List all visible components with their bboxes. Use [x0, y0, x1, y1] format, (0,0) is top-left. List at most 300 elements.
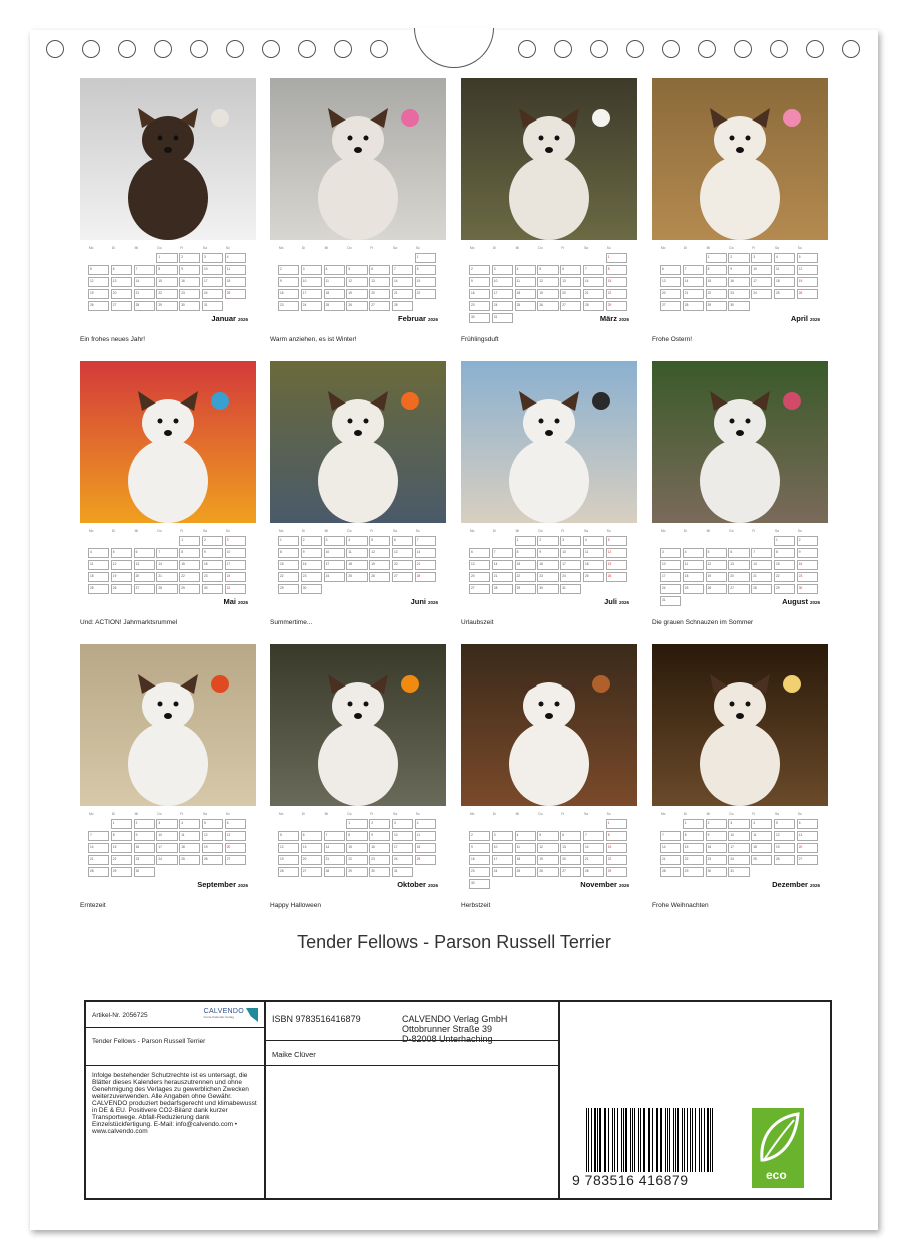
weekday-label: Di — [111, 812, 115, 816]
day-cell: 21 — [583, 289, 604, 299]
day-cell: 13 — [660, 277, 681, 287]
month-year: 2026 — [427, 883, 438, 888]
day-cell: 25 — [774, 289, 795, 299]
day-cell: 20 — [111, 289, 132, 299]
product-title-row — [86, 1028, 264, 1066]
day-cell: 9 — [278, 277, 299, 287]
day-cell: 15 — [606, 277, 627, 287]
day-cell: 28 — [134, 301, 155, 311]
day-cell: 16 — [728, 277, 749, 287]
weekday-label: Sa — [774, 529, 779, 533]
binding-ring — [662, 40, 680, 58]
day-cell: 16 — [179, 277, 200, 287]
day-cell: 6 — [728, 548, 749, 558]
empty-day-cell — [134, 253, 155, 263]
weekday-label: Mi — [706, 529, 710, 533]
binding-ring — [554, 40, 572, 58]
day-cell: 26 — [346, 301, 367, 311]
empty-day-cell — [469, 819, 490, 829]
month-year: 2026 — [427, 317, 438, 322]
day-cell: 13 — [728, 560, 749, 570]
weekday-label: Mo — [470, 246, 475, 250]
empty-day-cell — [683, 253, 704, 263]
weekday-label: Mi — [706, 812, 710, 816]
day-cell: 11 — [515, 843, 536, 853]
binding-ring — [734, 40, 752, 58]
day-cell: 21 — [683, 289, 704, 299]
day-cell: 16 — [301, 560, 322, 570]
binding-ring — [154, 40, 172, 58]
empty-day-cell — [346, 253, 367, 263]
weekday-label: Sa — [392, 529, 397, 533]
day-cell: 9 — [537, 548, 558, 558]
month-name — [791, 314, 820, 323]
month-name-text: Juni — [410, 597, 426, 606]
month-caption: Frohe Weihnachten — [652, 902, 709, 909]
day-cell: 9 — [706, 831, 727, 841]
day-cell: 18 — [179, 843, 200, 853]
day-cell: 8 — [706, 265, 727, 275]
month-caption: Erntezeit — [80, 902, 106, 909]
barcode-bar — [667, 1108, 668, 1172]
day-cell: 14 — [392, 277, 413, 287]
day-cell: 18 — [515, 855, 536, 865]
calvendo-logo — [204, 1008, 244, 1019]
publisher-line: Ottobrunner Straße 39 — [402, 1024, 493, 1034]
day-cell: 27 — [111, 301, 132, 311]
day-cell: 19 — [797, 277, 818, 287]
weekday-label: Fr — [561, 812, 565, 816]
day-cell: 28 — [88, 867, 109, 877]
binding-ring — [226, 40, 244, 58]
day-cell: 19 — [369, 560, 390, 570]
barcode-bar — [614, 1108, 615, 1172]
day-cell: 8 — [606, 831, 627, 841]
barcode-bar — [704, 1108, 705, 1172]
isbn: ISBN 9783516416879 — [272, 1014, 361, 1024]
weekday-label: Mo — [89, 812, 94, 816]
day-cell: 5 — [537, 265, 558, 275]
weekday-label: Sa — [583, 812, 588, 816]
day-cell: 23 — [537, 572, 558, 582]
eco-badge — [752, 1108, 804, 1188]
weekday-label: Mi — [706, 246, 710, 250]
weekday-label: Do — [729, 529, 734, 533]
day-cell: 24 — [156, 855, 177, 865]
month-caption: Und: ACTION! Jahrmarktsrummel — [80, 619, 178, 626]
empty-day-cell — [560, 819, 581, 829]
day-cell: 6 — [560, 265, 581, 275]
month-name — [580, 880, 629, 889]
empty-day-cell — [515, 819, 536, 829]
day-cell: 11 — [179, 831, 200, 841]
day-cell: 25 — [751, 855, 772, 865]
weekday-label: So — [415, 812, 420, 816]
day-cell: 17 — [202, 277, 223, 287]
day-cell: 28 — [324, 867, 345, 877]
weekday-label: Mo — [470, 812, 475, 816]
weekday-label: Fr — [180, 529, 184, 533]
day-cell: 8 — [515, 548, 536, 558]
day-cell: 4 — [324, 265, 345, 275]
day-cell: 2 — [301, 536, 322, 546]
day-cell: 15 — [346, 843, 367, 853]
weekday-label: Mo — [279, 246, 284, 250]
barcode-bar — [656, 1108, 657, 1172]
day-cell: 9 — [369, 831, 390, 841]
day-cell: 30 — [469, 313, 490, 323]
weekday-label: Sa — [202, 529, 207, 533]
day-cell: 13 — [560, 277, 581, 287]
month-calendar-grid — [88, 246, 248, 313]
day-cell: 31 — [492, 313, 513, 323]
day-cell: 27 — [134, 584, 155, 594]
publisher-line: D-82008 Unterhaching — [402, 1034, 493, 1044]
month-year: 2026 — [809, 883, 820, 888]
weekday-label: Mo — [661, 246, 666, 250]
month-name — [411, 597, 438, 606]
day-cell: 15 — [683, 843, 704, 853]
day-cell: 7 — [156, 548, 177, 558]
month-calendar-grid — [278, 812, 438, 879]
empty-day-cell — [111, 253, 132, 263]
day-cell: 20 — [369, 289, 390, 299]
day-cell: 16 — [202, 560, 223, 570]
barcode-bar — [677, 1108, 679, 1172]
barcode-bar — [699, 1108, 701, 1172]
day-cell: 21 — [492, 572, 513, 582]
barcode-bar — [634, 1108, 635, 1172]
day-cell: 29 — [606, 301, 627, 311]
day-cell: 25 — [346, 572, 367, 582]
weekday-label: Mo — [470, 529, 475, 533]
barcode-bar — [648, 1108, 649, 1172]
day-cell: 3 — [728, 819, 749, 829]
barcode-bar — [690, 1108, 691, 1172]
weekday-label: Fr — [370, 529, 374, 533]
day-cell: 10 — [560, 548, 581, 558]
day-cell: 20 — [797, 843, 818, 853]
day-cell: 30 — [537, 584, 558, 594]
dogs-summer-garden-photo — [652, 361, 828, 523]
day-cell: 28 — [156, 584, 177, 594]
month-year: 2026 — [237, 317, 248, 322]
day-cell: 27 — [728, 584, 749, 594]
day-cell: 31 — [560, 584, 581, 594]
month-name-text: September — [197, 880, 236, 889]
weekday-label: Do — [729, 812, 734, 816]
binding-ring — [842, 40, 860, 58]
day-cell: 21 — [324, 855, 345, 865]
day-cell: 18 — [751, 843, 772, 853]
day-cell: 25 — [515, 301, 536, 311]
day-cell: 8 — [415, 265, 436, 275]
binding-ring — [118, 40, 136, 58]
day-cell: 27 — [560, 301, 581, 311]
weekday-label: Do — [729, 246, 734, 250]
empty-day-cell — [751, 536, 772, 546]
day-cell: 29 — [774, 584, 795, 594]
barcode-bar — [673, 1108, 674, 1172]
day-cell: 3 — [202, 253, 223, 263]
imprint-box — [84, 1000, 832, 1200]
day-cell: 6 — [660, 265, 681, 275]
day-cell: 27 — [392, 572, 413, 582]
weekday-label: Mo — [279, 812, 284, 816]
day-cell: 5 — [346, 265, 367, 275]
day-cell: 5 — [797, 253, 818, 263]
day-cell: 25 — [225, 289, 246, 299]
day-cell: 1 — [606, 253, 627, 263]
month-caption: Frohe Ostern! — [652, 336, 693, 343]
day-cell: 24 — [202, 289, 223, 299]
month-caption: Ein frohes neues Jahr! — [80, 336, 146, 343]
dog-pink-hat-photo — [270, 78, 446, 240]
day-cell: 13 — [225, 831, 246, 841]
day-cell: 9 — [202, 548, 223, 558]
day-cell: 10 — [728, 831, 749, 841]
day-cell: 1 — [346, 819, 367, 829]
day-cell: 2 — [537, 536, 558, 546]
day-cell: 16 — [369, 843, 390, 853]
day-cell: 28 — [583, 301, 604, 311]
weekday-label: Di — [301, 812, 305, 816]
day-cell: 15 — [156, 277, 177, 287]
day-cell: 20 — [728, 572, 749, 582]
day-cell: 28 — [492, 584, 513, 594]
empty-day-cell — [392, 253, 413, 263]
weekday-label: So — [797, 812, 802, 816]
day-cell: 8 — [774, 548, 795, 558]
weekday-label: Di — [301, 529, 305, 533]
calvendo-logo-subtext: Kunst-Kalender-Verlag — [203, 1015, 234, 1019]
day-cell: 12 — [537, 277, 558, 287]
barcode-bar — [657, 1108, 658, 1172]
day-cell: 23 — [469, 867, 490, 877]
empty-day-cell — [324, 819, 345, 829]
day-cell: 10 — [301, 277, 322, 287]
binding-ring — [698, 40, 716, 58]
month-name-text: Februar — [398, 314, 426, 323]
day-cell: 24 — [301, 301, 322, 311]
month-name — [223, 597, 248, 606]
month-year: 2026 — [618, 600, 629, 605]
day-cell: 20 — [560, 855, 581, 865]
day-cell: 22 — [706, 289, 727, 299]
day-cell: 17 — [492, 855, 513, 865]
day-cell: 27 — [660, 301, 681, 311]
day-cell: 23 — [179, 289, 200, 299]
month-caption: Summertime... — [270, 619, 313, 626]
empty-day-cell — [660, 536, 681, 546]
day-cell: 1 — [774, 536, 795, 546]
day-cell: 3 — [225, 536, 246, 546]
day-cell: 3 — [392, 819, 413, 829]
empty-day-cell — [156, 536, 177, 546]
day-cell: 15 — [111, 843, 132, 853]
day-cell: 25 — [179, 855, 200, 865]
empty-day-cell — [469, 536, 490, 546]
day-cell: 13 — [469, 560, 490, 570]
month-calendar-grid — [278, 529, 438, 596]
weekday-label: Mo — [661, 812, 666, 816]
day-cell: 26 — [537, 867, 558, 877]
day-cell: 16 — [706, 843, 727, 853]
day-cell: 19 — [537, 289, 558, 299]
day-cell: 26 — [111, 584, 132, 594]
month-name-text: Juli — [604, 597, 617, 606]
legal-text: Infolge bestehender Schutzrechte ist es untersagt, die Blätter dieses Kalenders herauszutrennen und ohne Genehmigung des Verlages zu gewerblichen Zwecken weiterzuverwenden. Alle Angaben ohne Gewähr. CALVENDO produziert bedarfsgerecht und klimabewusst in DE & EU. Positivere CO2-Bilanz dank kurzer Transportwege. Abfall-Reduzierung dank Einzelstückfertigung. E-Mail: info@calvendo.com • www.calvendo.com — [92, 1072, 257, 1135]
month-5 — [80, 361, 256, 631]
day-cell: 31 — [728, 867, 749, 877]
weekday-label: Di — [683, 529, 687, 533]
day-cell: 21 — [660, 855, 681, 865]
day-cell: 4 — [225, 253, 246, 263]
day-cell: 22 — [179, 572, 200, 582]
day-cell: 27 — [225, 855, 246, 865]
month-year: 2026 — [618, 883, 629, 888]
day-cell: 2 — [179, 253, 200, 263]
day-cell: 21 — [583, 855, 604, 865]
dog-snow-photo — [80, 78, 256, 240]
day-cell: 20 — [134, 572, 155, 582]
day-cell: 1 — [515, 536, 536, 546]
empty-day-cell — [134, 536, 155, 546]
month-year: 2026 — [427, 600, 438, 605]
day-cell: 28 — [415, 572, 436, 582]
weekday-label: Do — [347, 812, 352, 816]
weekday-label: Fr — [561, 246, 565, 250]
day-cell: 26 — [606, 572, 627, 582]
day-cell: 9 — [797, 548, 818, 558]
empty-day-cell — [278, 253, 299, 263]
day-cell: 16 — [278, 289, 299, 299]
barcode-bar — [682, 1108, 683, 1172]
day-cell: 20 — [301, 855, 322, 865]
day-cell: 13 — [111, 277, 132, 287]
weekday-label: Mi — [515, 246, 519, 250]
day-cell: 8 — [156, 265, 177, 275]
day-cell: 21 — [156, 572, 177, 582]
author: Maike Clüver — [272, 1050, 316, 1059]
day-cell: 6 — [392, 536, 413, 546]
day-cell: 24 — [324, 572, 345, 582]
day-cell: 18 — [515, 289, 536, 299]
day-cell: 23 — [278, 301, 299, 311]
day-cell: 4 — [179, 819, 200, 829]
day-cell: 19 — [706, 572, 727, 582]
barcode-bar — [586, 1108, 587, 1172]
imprint-column-right — [560, 1002, 830, 1198]
day-cell: 7 — [492, 548, 513, 558]
day-cell: 13 — [560, 843, 581, 853]
month-year: 2026 — [809, 600, 820, 605]
day-cell: 19 — [111, 572, 132, 582]
empty-day-cell — [88, 819, 109, 829]
empty-day-cell — [660, 253, 681, 263]
day-cell: 25 — [415, 855, 436, 865]
day-cell: 12 — [346, 277, 367, 287]
day-cell: 23 — [202, 572, 223, 582]
day-cell: 13 — [797, 831, 818, 841]
eco-label: eco — [766, 1168, 787, 1182]
weekday-label: Mi — [515, 529, 519, 533]
weekday-label: Di — [492, 812, 496, 816]
day-cell: 20 — [469, 572, 490, 582]
empty-day-cell — [728, 536, 749, 546]
month-year: 2026 — [237, 600, 248, 605]
month-calendar-grid — [660, 246, 820, 313]
day-cell: 17 — [751, 277, 772, 287]
weekday-label: Mi — [324, 529, 328, 533]
day-cell: 12 — [537, 843, 558, 853]
empty-day-cell — [469, 253, 490, 263]
month-caption: Happy Halloween — [270, 902, 321, 909]
weekday-label: Do — [157, 246, 162, 250]
weekday-label: Sa — [774, 246, 779, 250]
day-cell: 8 — [346, 831, 367, 841]
day-cell: 1 — [278, 536, 299, 546]
weekday-label: So — [225, 246, 230, 250]
day-cell: 24 — [751, 289, 772, 299]
day-cell: 11 — [225, 265, 246, 275]
day-cell: 23 — [134, 855, 155, 865]
weekday-label: So — [415, 529, 420, 533]
binding-ring — [334, 40, 352, 58]
barcode-bar — [604, 1108, 605, 1172]
weekday-label: So — [606, 246, 611, 250]
barcode-bar — [597, 1108, 598, 1172]
day-cell: 2 — [202, 536, 223, 546]
day-cell: 19 — [606, 560, 627, 570]
weekday-label: Fr — [561, 529, 565, 533]
month-name — [197, 880, 248, 889]
weekday-label: Do — [538, 246, 543, 250]
day-cell: 1 — [179, 536, 200, 546]
barcode-bar — [675, 1108, 676, 1172]
day-cell: 8 — [111, 831, 132, 841]
calendar-back-sheet — [30, 30, 878, 1230]
day-cell: 3 — [324, 536, 345, 546]
empty-day-cell — [515, 253, 536, 263]
day-cell: 1 — [111, 819, 132, 829]
empty-day-cell — [88, 253, 109, 263]
day-cell: 15 — [515, 560, 536, 570]
day-cell: 13 — [369, 277, 390, 287]
imprint-column-left — [86, 1002, 266, 1198]
day-cell: 16 — [134, 843, 155, 853]
day-cell: 22 — [415, 289, 436, 299]
day-cell: 2 — [469, 831, 490, 841]
day-cell: 14 — [683, 277, 704, 287]
day-cell: 19 — [202, 843, 223, 853]
day-cell: 12 — [278, 843, 299, 853]
day-cell: 18 — [324, 289, 345, 299]
day-cell: 8 — [179, 548, 200, 558]
day-cell: 18 — [683, 572, 704, 582]
day-cell: 30 — [301, 584, 322, 594]
day-cell: 3 — [492, 265, 513, 275]
weekday-label: Di — [111, 529, 115, 533]
binding-ring — [262, 40, 280, 58]
day-cell: 10 — [492, 843, 513, 853]
day-cell: 26 — [706, 584, 727, 594]
day-cell: 2 — [728, 253, 749, 263]
empty-day-cell — [88, 536, 109, 546]
day-cell: 26 — [88, 301, 109, 311]
day-cell: 31 — [225, 584, 246, 594]
weekday-label: Sa — [202, 812, 207, 816]
